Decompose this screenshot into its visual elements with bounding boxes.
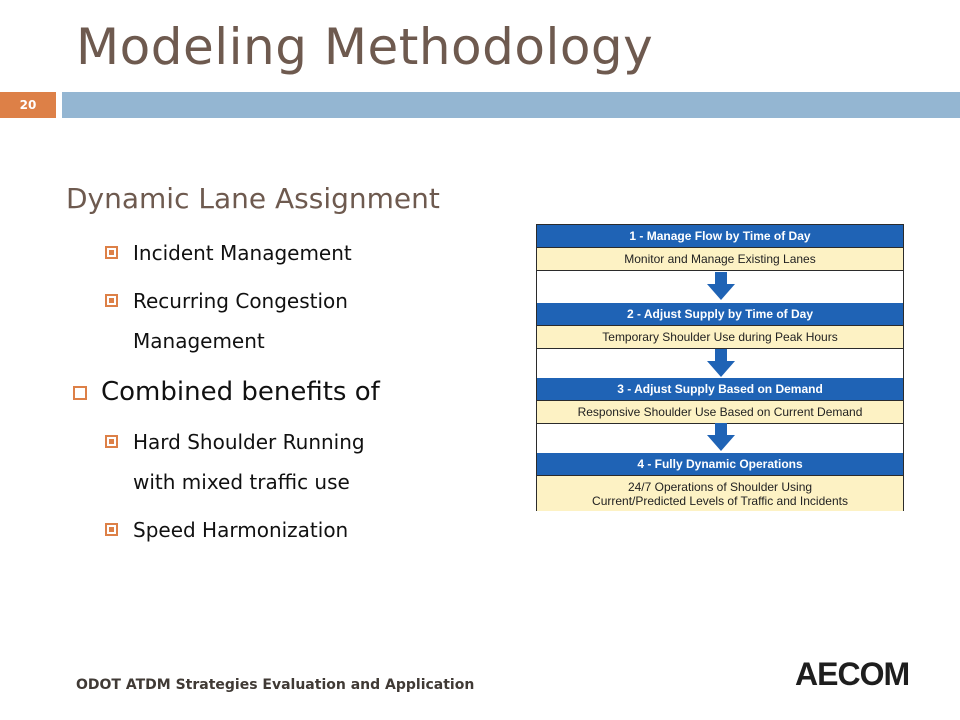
title-divider-bar xyxy=(62,92,960,118)
step-4-body xyxy=(537,475,903,511)
down-arrow-icon xyxy=(707,272,735,300)
page-number-badge: 20 xyxy=(0,92,56,118)
down-arrow-icon xyxy=(707,423,735,451)
bullet-recurring-congestion xyxy=(133,282,348,320)
bullet-speed-harmonization xyxy=(133,511,348,549)
aecom-logo: AECOM xyxy=(795,656,910,692)
footer-text: ODOT ATDM Strategies Evaluation and Application xyxy=(76,677,475,693)
step-4-body-line-1: 24/7 Operations of Shoulder Using xyxy=(627,479,813,494)
square-bullet-icon xyxy=(105,294,118,307)
step-4-body-line-2: Current/Predicted Levels of Traffic and Incidents xyxy=(592,493,848,508)
bullet-text: Recurring Congestion xyxy=(133,289,348,313)
section-heading: Dynamic Lane Assignment xyxy=(66,182,440,215)
bullet-combined-benefits xyxy=(101,373,380,411)
step-3-header: 3 - Adjust Supply Based on Demand xyxy=(537,378,903,400)
bullet-text: Combined benefits of xyxy=(101,377,380,407)
bullet-text: Hard Shoulder Running xyxy=(133,430,365,454)
square-bullet-icon xyxy=(105,523,118,536)
step-4-header: 4 - Fully Dynamic Operations xyxy=(537,453,903,475)
hollow-square-bullet-icon xyxy=(73,386,87,400)
bullet-hard-shoulder xyxy=(133,423,365,461)
down-arrow-icon xyxy=(707,349,735,377)
square-bullet-icon xyxy=(105,435,118,448)
step-2-body xyxy=(537,325,903,349)
step-3-body xyxy=(537,400,903,424)
step-3-body-text: Responsive Shoulder Use Based on Current Demand xyxy=(577,405,863,419)
step-2-body-text: Temporary Shoulder Use during Peak Hours xyxy=(602,330,838,344)
bullet-text: Management xyxy=(133,329,265,353)
step-2-header: 2 - Adjust Supply by Time of Day xyxy=(537,303,903,325)
bullet-text: Incident Management xyxy=(133,241,352,265)
bullet-text: with mixed traffic use xyxy=(133,470,350,494)
square-bullet-icon xyxy=(105,246,118,259)
bullet-text: Speed Harmonization xyxy=(133,518,349,542)
bullet-continuation xyxy=(133,322,265,360)
slide-title: Modeling Methodology xyxy=(76,18,654,76)
bullet-incident-management xyxy=(133,234,352,272)
step-1-header: 1 - Manage Flow by Time of Day xyxy=(537,225,903,247)
dynamic-lane-diagram xyxy=(536,224,904,511)
step-1-body-text: Monitor and Manage Existing Lanes xyxy=(624,252,816,266)
bullet-continuation xyxy=(133,463,350,501)
step-1-body xyxy=(537,247,903,271)
